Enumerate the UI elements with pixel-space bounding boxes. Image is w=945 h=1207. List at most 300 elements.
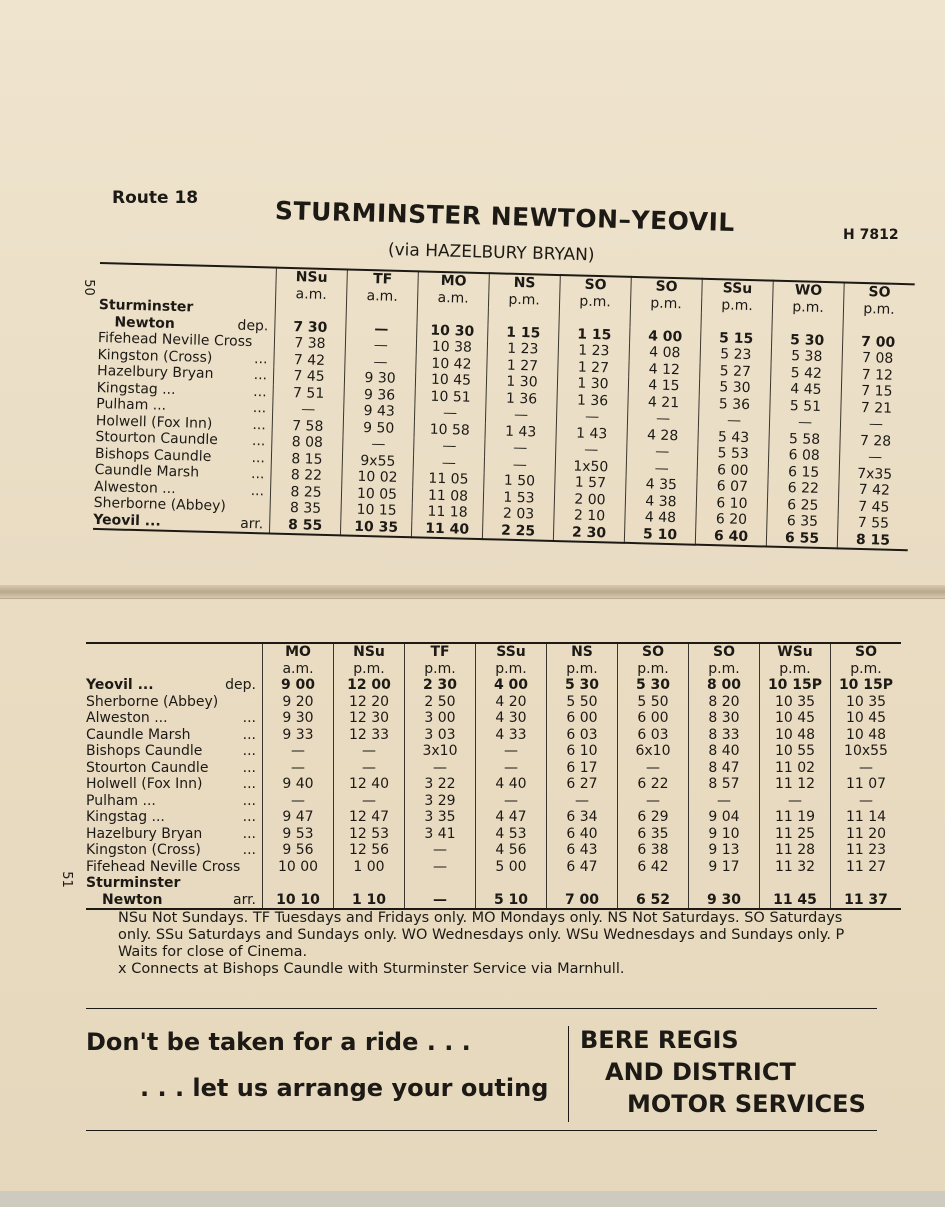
time-cell bbox=[559, 309, 630, 327]
time-cell: 5 30 bbox=[547, 677, 618, 694]
time-cell: 6x10 bbox=[618, 743, 689, 760]
stop-name bbox=[86, 710, 263, 727]
time-cell: 11 23 bbox=[831, 842, 902, 859]
time-cell: — bbox=[556, 441, 627, 459]
time-cell: 4 12 bbox=[629, 360, 700, 378]
stop-name bbox=[86, 677, 263, 694]
advert-line-1: Don't be taken for a ride . . . bbox=[86, 1028, 471, 1056]
time-cell: 9 20 bbox=[263, 694, 334, 711]
time-cell: 8 30 bbox=[689, 710, 760, 727]
time-cell: 1 43 bbox=[556, 425, 627, 443]
time-cell: 2 30 bbox=[553, 523, 624, 542]
time-cell: 10 35 bbox=[831, 694, 902, 711]
time-cell: 9x55 bbox=[342, 452, 413, 470]
stop-header bbox=[86, 643, 263, 661]
time-cell: 4 47 bbox=[476, 809, 547, 826]
time-cell: 1 10 bbox=[334, 892, 405, 910]
time-cell: — bbox=[760, 793, 831, 810]
time-cell: 6 03 bbox=[547, 727, 618, 744]
time-cell: — bbox=[405, 892, 476, 910]
legend-connection: x Connects at Bishops Caundle with Sturminster Service via Marnhull. bbox=[118, 961, 625, 977]
time-cell: — bbox=[413, 454, 484, 472]
stop-suffix: ... bbox=[250, 482, 265, 499]
time-cell: 6 15 bbox=[768, 463, 839, 481]
company-name-1: BERE REGIS bbox=[580, 1026, 739, 1054]
stop-label: Alweston ... bbox=[86, 710, 168, 726]
time-cell: 4 33 bbox=[476, 727, 547, 744]
stop-label: Stourton Caundle bbox=[95, 428, 219, 449]
time-cell: 10 48 bbox=[831, 727, 902, 744]
time-cell: 4 38 bbox=[625, 492, 696, 510]
timetable-outbound bbox=[93, 262, 915, 551]
period-header: p.m. bbox=[405, 661, 476, 678]
time-cell: — bbox=[689, 793, 760, 810]
time-cell: 10 45 bbox=[831, 710, 902, 727]
stop-label: Yeovil ... bbox=[86, 677, 154, 693]
day-code-header: SO bbox=[689, 643, 760, 661]
page-number-bottom: 51 bbox=[58, 871, 74, 888]
time-cell: 10 05 bbox=[341, 485, 412, 503]
time-cell: 5 27 bbox=[700, 362, 771, 380]
time-cell: — bbox=[272, 401, 343, 419]
time-cell: — bbox=[484, 456, 555, 474]
time-cell: 6 22 bbox=[618, 776, 689, 793]
time-cell: 11 27 bbox=[831, 859, 902, 876]
time-cell: 6 25 bbox=[767, 496, 838, 514]
time-cell: 10 35 bbox=[340, 518, 411, 537]
time-cell: 6 35 bbox=[618, 826, 689, 843]
time-cell: 6 35 bbox=[767, 513, 838, 531]
day-code-header: MO bbox=[263, 643, 334, 661]
stop-label: Fifehead Neville Cross bbox=[86, 858, 241, 875]
time-cell: 5 43 bbox=[698, 428, 769, 446]
time-cell: 6 34 bbox=[547, 809, 618, 826]
period-header: p.m. bbox=[334, 661, 405, 678]
time-cell: 6 07 bbox=[697, 478, 768, 496]
time-cell: 6 20 bbox=[696, 511, 767, 529]
time-cell: 7x35 bbox=[839, 465, 910, 483]
time-cell: 8 57 bbox=[689, 776, 760, 793]
time-cell: 10 58 bbox=[414, 421, 485, 439]
time-cell: 10 30 bbox=[417, 322, 488, 340]
period-header: p.m. bbox=[630, 294, 701, 312]
day-code-header: WO bbox=[773, 281, 844, 300]
day-code-header: SO bbox=[631, 277, 702, 296]
time-cell: 10 42 bbox=[416, 355, 487, 373]
time-cell: 5 30 bbox=[699, 379, 770, 397]
stop-header bbox=[86, 661, 263, 678]
time-cell: 1 30 bbox=[557, 375, 628, 393]
time-cell: 6 03 bbox=[618, 727, 689, 744]
stop-label: Hazelbury Bryan bbox=[96, 362, 214, 383]
time-cell: — bbox=[556, 408, 627, 426]
table-row bbox=[86, 710, 901, 727]
time-cell: 4 53 bbox=[476, 826, 547, 843]
time-cell: 12 56 bbox=[334, 842, 405, 859]
stop-name bbox=[86, 809, 263, 826]
time-cell: — bbox=[405, 760, 476, 777]
route-label: Route 18 bbox=[112, 188, 199, 208]
advert-divider bbox=[568, 1026, 569, 1122]
time-cell: 8 22 bbox=[271, 467, 342, 485]
time-cell: — bbox=[263, 760, 334, 777]
stop-label: Sturminster bbox=[86, 875, 181, 891]
stop-label: Kingston (Cross) bbox=[97, 346, 213, 366]
page-subtitle: (via HAZELBURY BRYAN) bbox=[387, 240, 595, 266]
time-cell bbox=[831, 875, 902, 892]
time-cell: 5 15 bbox=[701, 329, 772, 347]
time-cell: 8 33 bbox=[689, 727, 760, 744]
table-row bbox=[86, 677, 901, 694]
time-cell: 8 47 bbox=[689, 760, 760, 777]
stop-suffix: ... bbox=[242, 842, 256, 858]
time-cell: 5 23 bbox=[700, 346, 771, 364]
time-cell: 8 00 bbox=[689, 677, 760, 694]
time-cell: 12 53 bbox=[334, 826, 405, 843]
stop-suffix: ... bbox=[253, 367, 268, 384]
time-cell: 8 15 bbox=[837, 531, 908, 550]
stop-suffix: ... bbox=[242, 726, 256, 743]
stop-label: Yeovil ... bbox=[93, 511, 161, 530]
time-cell: 11 28 bbox=[760, 842, 831, 859]
time-cell: 4 40 bbox=[476, 776, 547, 793]
stop-name bbox=[86, 793, 263, 810]
period-header: p.m. bbox=[701, 296, 772, 314]
time-cell: 7 42 bbox=[839, 481, 910, 499]
time-cell: 5 10 bbox=[476, 892, 547, 910]
stop-name bbox=[86, 875, 263, 892]
time-cell: 5 10 bbox=[624, 525, 695, 544]
time-cell: 5 42 bbox=[771, 364, 842, 382]
time-cell: 1 27 bbox=[487, 357, 558, 375]
time-cell bbox=[630, 311, 701, 329]
time-cell: 9 47 bbox=[263, 809, 334, 826]
stop-label: Hazelbury Bryan bbox=[86, 825, 203, 842]
time-cell: 6 55 bbox=[766, 529, 837, 548]
time-cell bbox=[417, 305, 488, 323]
time-cell: 7 51 bbox=[273, 384, 344, 402]
timetable-return bbox=[86, 642, 901, 910]
time-cell: 10 00 bbox=[263, 859, 334, 876]
time-cell: — bbox=[263, 793, 334, 810]
stop-label: Newton bbox=[102, 891, 163, 908]
stop-label: Stourton Caundle bbox=[86, 759, 209, 776]
time-cell: 6 22 bbox=[768, 480, 839, 498]
time-cell: 1 15 bbox=[488, 324, 559, 342]
time-cell bbox=[618, 875, 689, 892]
time-cell: — bbox=[627, 443, 698, 461]
time-cell: 4 45 bbox=[770, 381, 841, 399]
time-cell: 7 00 bbox=[842, 333, 913, 351]
stop-suffix: ... bbox=[253, 350, 268, 367]
day-code-header: SO bbox=[844, 282, 915, 301]
stop-name bbox=[86, 727, 263, 744]
time-cell bbox=[772, 315, 843, 333]
stop-suffix: ... bbox=[253, 383, 267, 400]
time-cell: 5 53 bbox=[697, 445, 768, 463]
day-code-header: WSu bbox=[760, 643, 831, 661]
time-cell: 8 40 bbox=[689, 743, 760, 760]
time-cell: 2 10 bbox=[554, 507, 625, 525]
time-cell: — bbox=[618, 793, 689, 810]
time-cell: — bbox=[343, 435, 414, 453]
stop-suffix: ... bbox=[250, 466, 265, 483]
time-cell: 1 30 bbox=[486, 373, 557, 391]
stop-suffix: ... bbox=[242, 809, 256, 825]
time-cell: 7 00 bbox=[547, 892, 618, 910]
time-cell: 7 12 bbox=[842, 366, 913, 384]
time-cell: — bbox=[263, 743, 334, 760]
time-cell bbox=[275, 302, 346, 320]
time-cell: 9 56 bbox=[263, 842, 334, 859]
time-cell: 9 17 bbox=[689, 859, 760, 876]
time-cell bbox=[488, 307, 559, 325]
time-cell: 7 08 bbox=[842, 349, 913, 367]
table-row bbox=[86, 842, 901, 859]
time-cell: 8 20 bbox=[689, 694, 760, 711]
time-cell: 10x55 bbox=[831, 743, 902, 760]
day-code-header: SSu bbox=[702, 279, 773, 298]
time-cell: 4 21 bbox=[628, 393, 699, 411]
period-header: a.m. bbox=[417, 289, 488, 307]
ref-number: H 7812 bbox=[843, 227, 899, 243]
day-code-header: SO bbox=[618, 643, 689, 661]
stop-label: Holwell (Fox Inn) bbox=[86, 776, 203, 792]
time-cell: 1 53 bbox=[483, 489, 554, 507]
time-cell: 5 51 bbox=[770, 397, 841, 415]
time-cell: 7 21 bbox=[841, 399, 912, 417]
time-cell: 11 18 bbox=[412, 503, 483, 521]
time-cell: 9 04 bbox=[689, 809, 760, 826]
time-cell: — bbox=[334, 760, 405, 777]
company-name-2: AND DISTRICT bbox=[605, 1058, 796, 1086]
time-cell: — bbox=[627, 410, 698, 428]
period-header: p.m. bbox=[488, 291, 559, 309]
time-cell: 5 30 bbox=[618, 677, 689, 694]
time-cell: 1 50 bbox=[484, 472, 555, 490]
page-number-top: 50 bbox=[80, 279, 96, 296]
stop-label: Newton bbox=[114, 313, 176, 332]
time-cell: — bbox=[698, 412, 769, 430]
company-name-3: MOTOR SERVICES bbox=[627, 1090, 866, 1118]
time-cell: — bbox=[626, 459, 697, 477]
stop-label: Bishops Caundle bbox=[94, 445, 212, 465]
time-cell: 1x50 bbox=[555, 457, 626, 475]
time-cell: — bbox=[414, 404, 485, 422]
stop-suffix: ... bbox=[242, 825, 256, 842]
stop-suffix: ... bbox=[242, 792, 256, 809]
time-cell: 11 05 bbox=[413, 470, 484, 488]
time-cell: 4 48 bbox=[625, 509, 696, 527]
time-cell: 1 23 bbox=[487, 340, 558, 358]
time-cell: 4 00 bbox=[476, 677, 547, 694]
stop-label: Pulham ... bbox=[86, 792, 156, 809]
time-cell: 9 13 bbox=[689, 842, 760, 859]
time-cell: 11 12 bbox=[760, 776, 831, 793]
stop-label: Sherborne (Abbey) bbox=[86, 693, 219, 710]
time-cell: — bbox=[476, 743, 547, 760]
time-cell: 9 30 bbox=[263, 710, 334, 727]
time-cell bbox=[760, 875, 831, 892]
time-cell: 12 30 bbox=[334, 710, 405, 727]
time-cell: 8 25 bbox=[270, 483, 341, 501]
stop-name bbox=[86, 892, 263, 910]
time-cell: — bbox=[405, 842, 476, 859]
time-cell: 11 37 bbox=[831, 892, 902, 910]
stop-label: Pulham ... bbox=[96, 395, 167, 414]
time-cell: 7 42 bbox=[274, 351, 345, 369]
time-cell: 12 00 bbox=[334, 677, 405, 694]
table-row bbox=[86, 859, 901, 876]
time-cell: 4 56 bbox=[476, 842, 547, 859]
time-cell: 4 35 bbox=[626, 476, 697, 494]
time-cell: 6 00 bbox=[547, 710, 618, 727]
time-cell: 10 51 bbox=[415, 388, 486, 406]
stop-suffix: ... bbox=[242, 776, 256, 792]
time-cell: 3 29 bbox=[405, 793, 476, 810]
table-row bbox=[86, 694, 901, 711]
time-cell: 7 45 bbox=[273, 368, 344, 386]
time-cell: 12 40 bbox=[334, 776, 405, 793]
time-cell: 2 25 bbox=[482, 522, 553, 541]
day-code-header: NSu bbox=[334, 643, 405, 661]
divider bbox=[86, 1008, 877, 1009]
time-cell: — bbox=[334, 793, 405, 810]
time-cell: 5 58 bbox=[769, 430, 840, 448]
time-cell: 9 53 bbox=[263, 826, 334, 843]
period-header: a.m. bbox=[276, 285, 347, 303]
time-cell: 8 55 bbox=[269, 516, 340, 535]
table-row bbox=[86, 875, 901, 892]
time-cell: 6 10 bbox=[547, 743, 618, 760]
day-code-header: MO bbox=[418, 271, 489, 290]
time-cell: 6 40 bbox=[547, 826, 618, 843]
stop-suffix: arr. bbox=[232, 891, 256, 908]
day-code-header: SO bbox=[831, 643, 902, 661]
time-cell: 1 00 bbox=[334, 859, 405, 876]
time-cell: 9 40 bbox=[263, 776, 334, 793]
time-cell bbox=[547, 875, 618, 892]
stop-suffix: ... bbox=[251, 449, 266, 466]
time-cell: — bbox=[618, 760, 689, 777]
time-cell bbox=[476, 875, 547, 892]
timetable-table bbox=[93, 262, 915, 551]
time-cell: 8 15 bbox=[271, 450, 342, 468]
table-row bbox=[86, 776, 901, 793]
period-header: p.m. bbox=[559, 293, 630, 311]
time-cell: — bbox=[345, 353, 416, 371]
time-cell bbox=[346, 303, 417, 321]
timetable-table bbox=[86, 642, 901, 910]
period-header: a.m. bbox=[346, 287, 417, 305]
time-cell: 6 43 bbox=[547, 842, 618, 859]
time-cell: 7 28 bbox=[840, 432, 911, 450]
time-cell: — bbox=[345, 336, 416, 354]
time-cell: 6 10 bbox=[696, 494, 767, 512]
table-row bbox=[86, 727, 901, 744]
time-cell: 6 00 bbox=[618, 710, 689, 727]
time-cell: 4 15 bbox=[628, 377, 699, 395]
time-cell: 1 43 bbox=[485, 423, 556, 441]
table-row bbox=[86, 760, 901, 777]
stop-name bbox=[86, 826, 263, 843]
stop-label: Caundle Marsh bbox=[86, 726, 191, 743]
period-header: p.m. bbox=[547, 661, 618, 678]
time-cell: 2 03 bbox=[483, 505, 554, 523]
period-header: p.m. bbox=[689, 661, 760, 678]
time-cell: 3 41 bbox=[405, 826, 476, 843]
time-cell: 11 40 bbox=[411, 520, 482, 539]
stop-suffix: ... bbox=[252, 416, 267, 433]
time-cell: 11 14 bbox=[831, 809, 902, 826]
time-cell: 10 35 bbox=[760, 694, 831, 711]
stop-name bbox=[86, 694, 263, 711]
time-cell: 7 55 bbox=[838, 514, 909, 532]
period-header: p.m. bbox=[476, 661, 547, 678]
table-row bbox=[86, 892, 901, 910]
stop-name bbox=[86, 859, 263, 876]
table-row bbox=[86, 793, 901, 810]
day-code-header: NS bbox=[489, 273, 560, 292]
time-cell: 7 45 bbox=[838, 498, 909, 516]
time-cell bbox=[405, 875, 476, 892]
stop-suffix: dep. bbox=[237, 317, 269, 334]
stop-label: Fifehead Neville Cross bbox=[97, 329, 253, 351]
stop-suffix: ... bbox=[242, 759, 256, 776]
time-cell: — bbox=[414, 437, 485, 455]
stop-suffix: ... bbox=[242, 743, 256, 759]
time-cell: 11 20 bbox=[831, 826, 902, 843]
time-cell: 3 22 bbox=[405, 776, 476, 793]
time-cell: 9 10 bbox=[689, 826, 760, 843]
time-cell: 6 08 bbox=[768, 447, 839, 465]
time-cell: 10 38 bbox=[416, 338, 487, 356]
period-header: p.m. bbox=[843, 300, 914, 318]
time-cell: 5 50 bbox=[547, 694, 618, 711]
divider bbox=[86, 1130, 877, 1131]
time-cell: 9 30 bbox=[344, 369, 415, 387]
time-cell: 5 38 bbox=[771, 348, 842, 366]
period-header: p.m. bbox=[831, 661, 902, 678]
time-cell: 6 38 bbox=[618, 842, 689, 859]
page-title: STURMINSTER NEWTON–YEOVIL bbox=[274, 196, 736, 238]
time-cell: 6 17 bbox=[547, 760, 618, 777]
time-cell: 2 00 bbox=[554, 490, 625, 508]
time-cell: 3 35 bbox=[405, 809, 476, 826]
day-code-header: NSu bbox=[276, 268, 347, 287]
time-cell: 8 35 bbox=[270, 500, 341, 518]
time-cell: — bbox=[839, 448, 910, 466]
time-cell: 3 00 bbox=[405, 710, 476, 727]
day-code-header: TF bbox=[405, 643, 476, 661]
time-cell: 10 45 bbox=[760, 710, 831, 727]
time-cell: — bbox=[485, 406, 556, 424]
time-cell: 6 00 bbox=[697, 461, 768, 479]
stop-suffix: ... bbox=[242, 710, 256, 726]
stop-name bbox=[86, 842, 263, 859]
day-code-header: SSu bbox=[476, 643, 547, 661]
time-cell: 4 00 bbox=[630, 327, 701, 345]
stop-name bbox=[93, 511, 270, 533]
time-cell: — bbox=[769, 414, 840, 432]
time-cell: — bbox=[840, 415, 911, 433]
time-cell bbox=[843, 316, 914, 334]
time-cell: 3x10 bbox=[405, 743, 476, 760]
time-cell bbox=[263, 875, 334, 892]
time-cell: 7 38 bbox=[274, 335, 345, 353]
time-cell: 6 42 bbox=[618, 859, 689, 876]
period-header: p.m. bbox=[760, 661, 831, 678]
